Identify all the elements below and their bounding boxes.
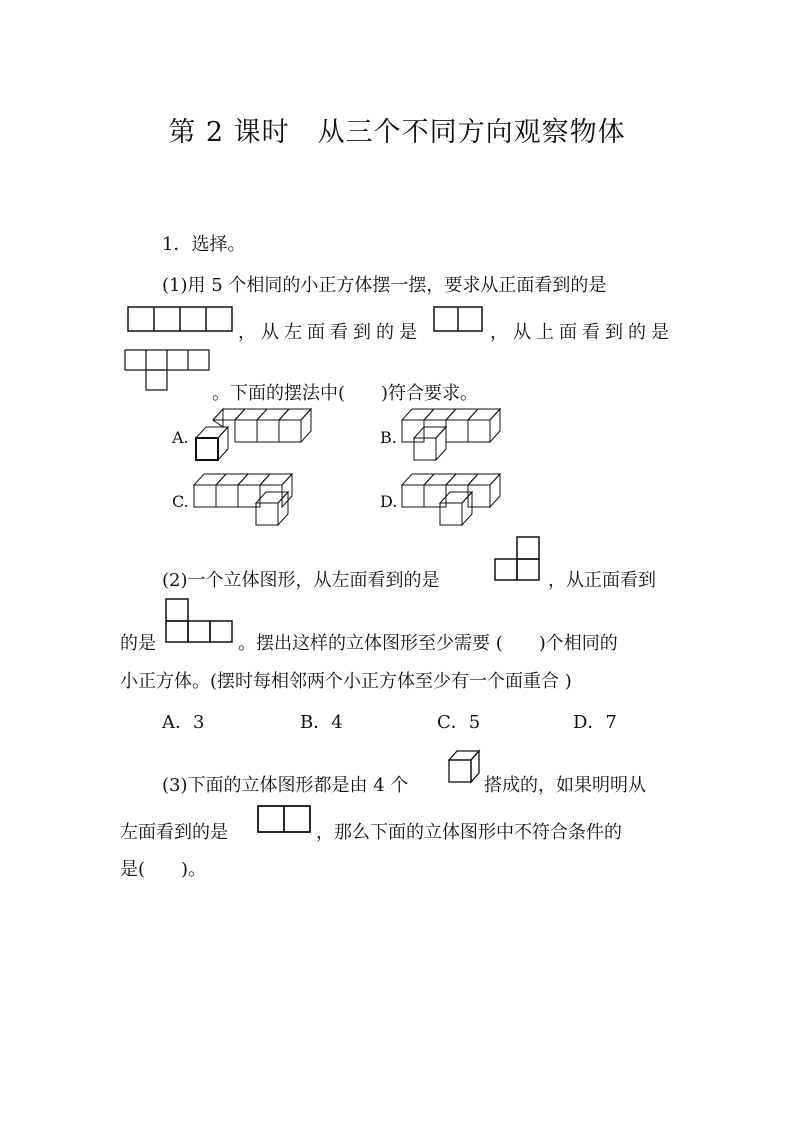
choice-b: B．4 (300, 712, 343, 733)
choice-c: C．5 (437, 712, 481, 733)
q1-part2-line1-after: ，从正面看到 (548, 570, 656, 591)
option-d-label: D. (380, 492, 398, 511)
q1-part3-line3: 是( )。 (120, 859, 207, 880)
page-title: 第 2 课时 从三个不同方向观察物体 (168, 117, 626, 148)
q1-part3-line2-after: ，那么下面的立体图形中不符合条件的 (316, 822, 622, 843)
q1-part1-after-front: ，从左面看到的是 (238, 322, 422, 343)
unit-cube-icon (446, 748, 482, 784)
q1-part3-line2-before: 左面看到的是 (120, 822, 228, 843)
left-view-figure (433, 306, 485, 332)
q1-part2-line2-before: 的是 (120, 633, 156, 654)
q1-part3-line1-before: (3)下面的立体图形都是由 4 个 (162, 775, 409, 796)
question-heading: 1．选择。 (162, 234, 246, 255)
option-a-figure (192, 408, 322, 466)
q1-part2-line1-before: (2)一个立体图形，从左面看到的是 (162, 570, 440, 591)
option-c-figure (192, 473, 312, 533)
q1-part1-line1: (1)用 5 个相同的小正方体摆一摆，要求从正面看到的是 (162, 275, 607, 296)
q1-part3-line1-after: 搭成的，如果明明从 (484, 775, 646, 796)
q1-part2-line3: 小正方体。(摆时每相邻两个小正方体至少有一个面重合 ) (120, 671, 572, 692)
option-a-label: A. (172, 428, 189, 447)
part2-front-view-figure (164, 598, 236, 644)
option-b-figure (400, 408, 520, 466)
choice-d: D．7 (573, 712, 617, 733)
q1-part1-after-top: 。下面的摆法中( )符合要求。 (212, 383, 479, 404)
option-c-label: C. (172, 492, 189, 511)
q1-part1-after-left: ，从上面看到的是 (490, 322, 674, 343)
option-d-figure (400, 473, 520, 533)
q1-part2-line2-after: 。摆出这样的立体图形至少需要 ( )个相同的 (238, 633, 618, 654)
part3-left-view-figure (256, 804, 314, 834)
part2-left-view-figure (493, 536, 543, 582)
top-view-figure (124, 349, 212, 393)
choice-a: A．3 (162, 712, 205, 733)
option-b-label: B. (380, 428, 397, 447)
front-view-figure (127, 306, 235, 332)
